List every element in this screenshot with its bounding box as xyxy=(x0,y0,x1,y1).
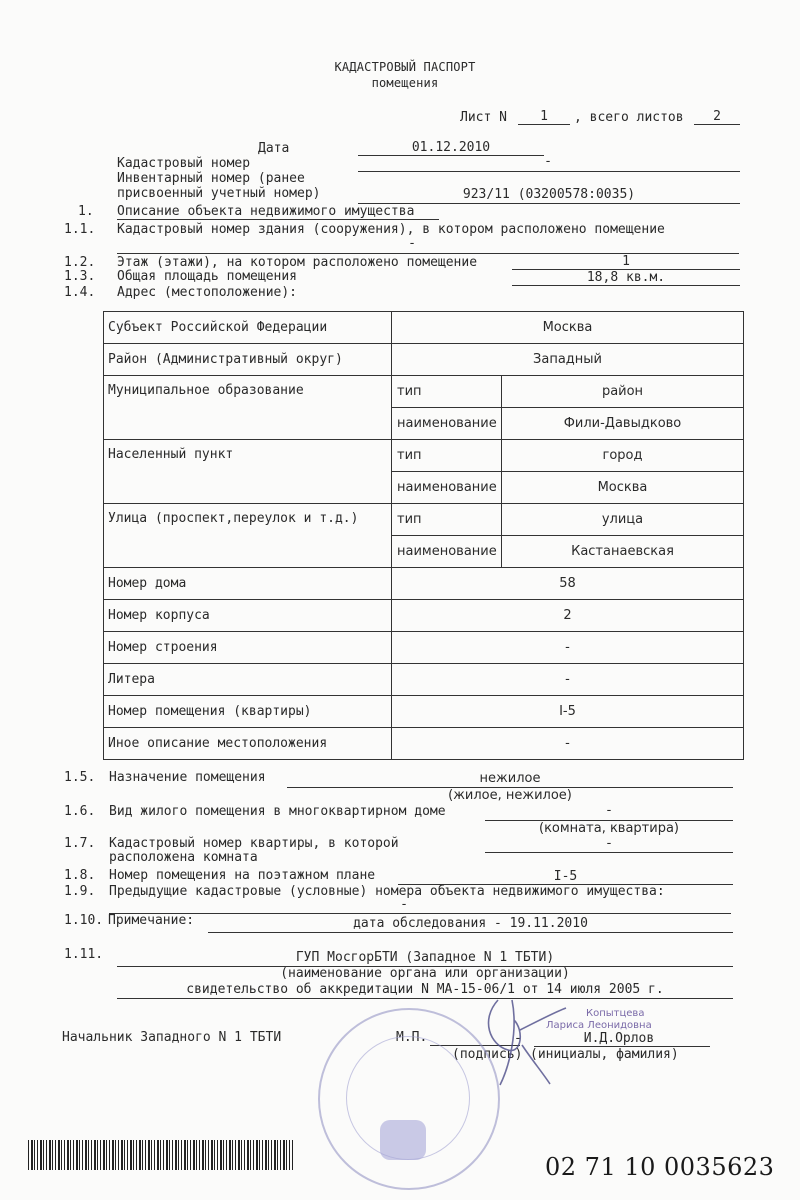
municipal-name-label: наименование xyxy=(392,408,502,440)
structure-value: - xyxy=(392,632,744,664)
serial-number: 02 71 10 0035623 xyxy=(545,1153,775,1181)
s19-value: - xyxy=(400,897,408,912)
letter-value: - xyxy=(392,664,744,696)
s19-num: 1.9. xyxy=(64,884,96,899)
s13-num: 1.3. xyxy=(64,269,96,284)
s11-label: Кадастровый номер здания (сооружения), в котором расположено помещение xyxy=(117,222,665,237)
s12-value: 1 xyxy=(622,254,630,269)
s1-num: 1. xyxy=(78,204,94,219)
sheet-number: 1 xyxy=(540,109,548,124)
mp-label: М.П. xyxy=(396,1030,428,1045)
table-row xyxy=(104,312,744,344)
s110-num: 1.10. xyxy=(64,913,104,928)
table-row xyxy=(104,728,744,760)
table-row xyxy=(104,664,744,696)
table-row xyxy=(104,344,744,376)
table-row xyxy=(104,440,744,472)
signer-position: Начальник Западного N 1 ТБТИ xyxy=(62,1030,282,1045)
street-name-value: Кастанаевская xyxy=(502,536,744,568)
s15-value: нежилое xyxy=(479,771,541,786)
s111-value: ГУП МосгорБТИ (Западное N 1 ТБТИ) xyxy=(295,950,555,965)
street-type-label: тип xyxy=(392,504,502,536)
s111-hint: (наименование органа или организации) xyxy=(280,966,570,981)
barcode xyxy=(28,1140,293,1170)
total-sheets-label: , всего листов xyxy=(574,110,684,125)
letter-label: Литера xyxy=(104,664,392,696)
subject-label: Субъект Российской Федерации xyxy=(104,312,392,344)
s15-num: 1.5. xyxy=(64,770,96,785)
s17-value: - xyxy=(606,836,612,851)
locality-type-value: город xyxy=(502,440,744,472)
seal-emblem-icon xyxy=(380,1120,426,1160)
subject-value: Москва xyxy=(392,312,744,344)
s16-value: - xyxy=(606,803,612,818)
inventory-value: 923/11 (03200578:0035) xyxy=(462,187,636,202)
locality-name-value: Москва xyxy=(502,472,744,504)
s17-num: 1.7. xyxy=(64,836,96,851)
s18-num: 1.8. xyxy=(64,868,96,883)
other-label: Иное описание местоположения xyxy=(104,728,392,760)
stamp-name-1: Копытцева xyxy=(586,1008,645,1019)
building-value: 2 xyxy=(392,600,744,632)
stamp-name-2: Лариса Леонидовна xyxy=(546,1020,652,1031)
s110-value: дата обследования - 19.11.2010 xyxy=(353,916,588,931)
municipal-name-value: Фили-Давыдково xyxy=(502,408,744,440)
cadastral-value: - xyxy=(544,154,552,169)
table-row xyxy=(104,568,744,600)
table-row xyxy=(104,600,744,632)
date-value: 01.12.2010 xyxy=(411,140,491,155)
address-table xyxy=(103,311,744,760)
municipal-label: Муниципальное образование xyxy=(104,376,392,440)
building-label: Номер корпуса xyxy=(104,600,392,632)
sheet-label: Лист N xyxy=(460,110,507,125)
s18-label: Номер помещения на поэтажном плане xyxy=(109,868,376,883)
s16-num: 1.6. xyxy=(64,804,96,819)
municipal-type-value: район xyxy=(502,376,744,408)
inventory-label-1: Инвентарный номер (ранее xyxy=(117,171,305,186)
s17-label-2: расположена комната xyxy=(109,850,258,865)
district-value: Западный xyxy=(392,344,744,376)
s15-label: Назначение помещения xyxy=(109,770,266,785)
room-label: Номер помещения (квартиры) xyxy=(104,696,392,728)
s15-hint: (жилое, нежилое) xyxy=(448,788,572,803)
s111-num: 1.11. xyxy=(64,947,104,962)
inventory-label-2: присвоенный учетный номер) xyxy=(117,186,321,201)
table-row xyxy=(104,696,744,728)
s16-label: Вид жилого помещения в многоквартирном доме xyxy=(109,804,446,819)
locality-name-label: наименование xyxy=(392,472,502,504)
locality-type-label: тип xyxy=(392,440,502,472)
table-row xyxy=(104,504,744,536)
s13-value: 18,8 кв.м. xyxy=(586,270,666,285)
house-value: 58 xyxy=(392,568,744,600)
s18-value: I-5 xyxy=(553,869,578,884)
s11-num: 1.1. xyxy=(64,222,96,237)
s11-value: - xyxy=(408,236,416,251)
date-label: Дата xyxy=(258,141,290,156)
signature-hint: (подпись) xyxy=(452,1047,523,1062)
street-type-value: улица xyxy=(502,504,744,536)
district-label: Район (Административный округ) xyxy=(104,344,392,376)
table-row xyxy=(104,632,744,664)
document-title: КАДАСТРОВЫЙ ПАСПОРТ xyxy=(334,60,476,74)
s1-label: Описание объекта недвижимого имущества xyxy=(117,204,415,219)
s16-hint: (комната, квартира) xyxy=(539,821,679,836)
s14-num: 1.4. xyxy=(64,285,96,300)
table-row xyxy=(104,376,744,408)
s12-num: 1.2. xyxy=(64,255,96,270)
handwritten-signature xyxy=(460,990,570,1090)
locality-label: Населенный пункт xyxy=(104,440,392,504)
street-label: Улица (проспект,переулок и т.д.) xyxy=(104,504,392,568)
s19-label: Предыдущие кадастровые (условные) номера объекта недвижимого имущества: xyxy=(109,884,665,899)
s14-label: Адрес (местоположение): xyxy=(117,285,298,300)
total-sheets: 2 xyxy=(713,109,721,124)
other-value: - xyxy=(392,728,744,760)
document-subtitle: помещения xyxy=(371,76,439,90)
signature-dash: - xyxy=(514,1031,522,1046)
s111-cert: свидетельство об аккредитации N МА-15-06/1 от 14 июля 2005 г. xyxy=(186,982,664,997)
name-hint: (инициалы, фамилия) xyxy=(530,1047,679,1062)
s12-label: Этаж (этажи), на котором расположено помещение xyxy=(117,255,478,270)
municipal-type-label: тип xyxy=(392,376,502,408)
room-value: I-5 xyxy=(392,696,744,728)
s13-label: Общая площадь помещения xyxy=(117,269,298,284)
signer-name: И.Д.Орлов xyxy=(583,1031,655,1046)
street-name-label: наименование xyxy=(392,536,502,568)
s17-label-1: Кадастровый номер квартиры, в которой xyxy=(109,836,399,851)
s110-label: Примечание: xyxy=(108,913,195,928)
cadastral-label: Кадастровый номер xyxy=(117,156,251,171)
structure-label: Номер строения xyxy=(104,632,392,664)
house-label: Номер дома xyxy=(104,568,392,600)
